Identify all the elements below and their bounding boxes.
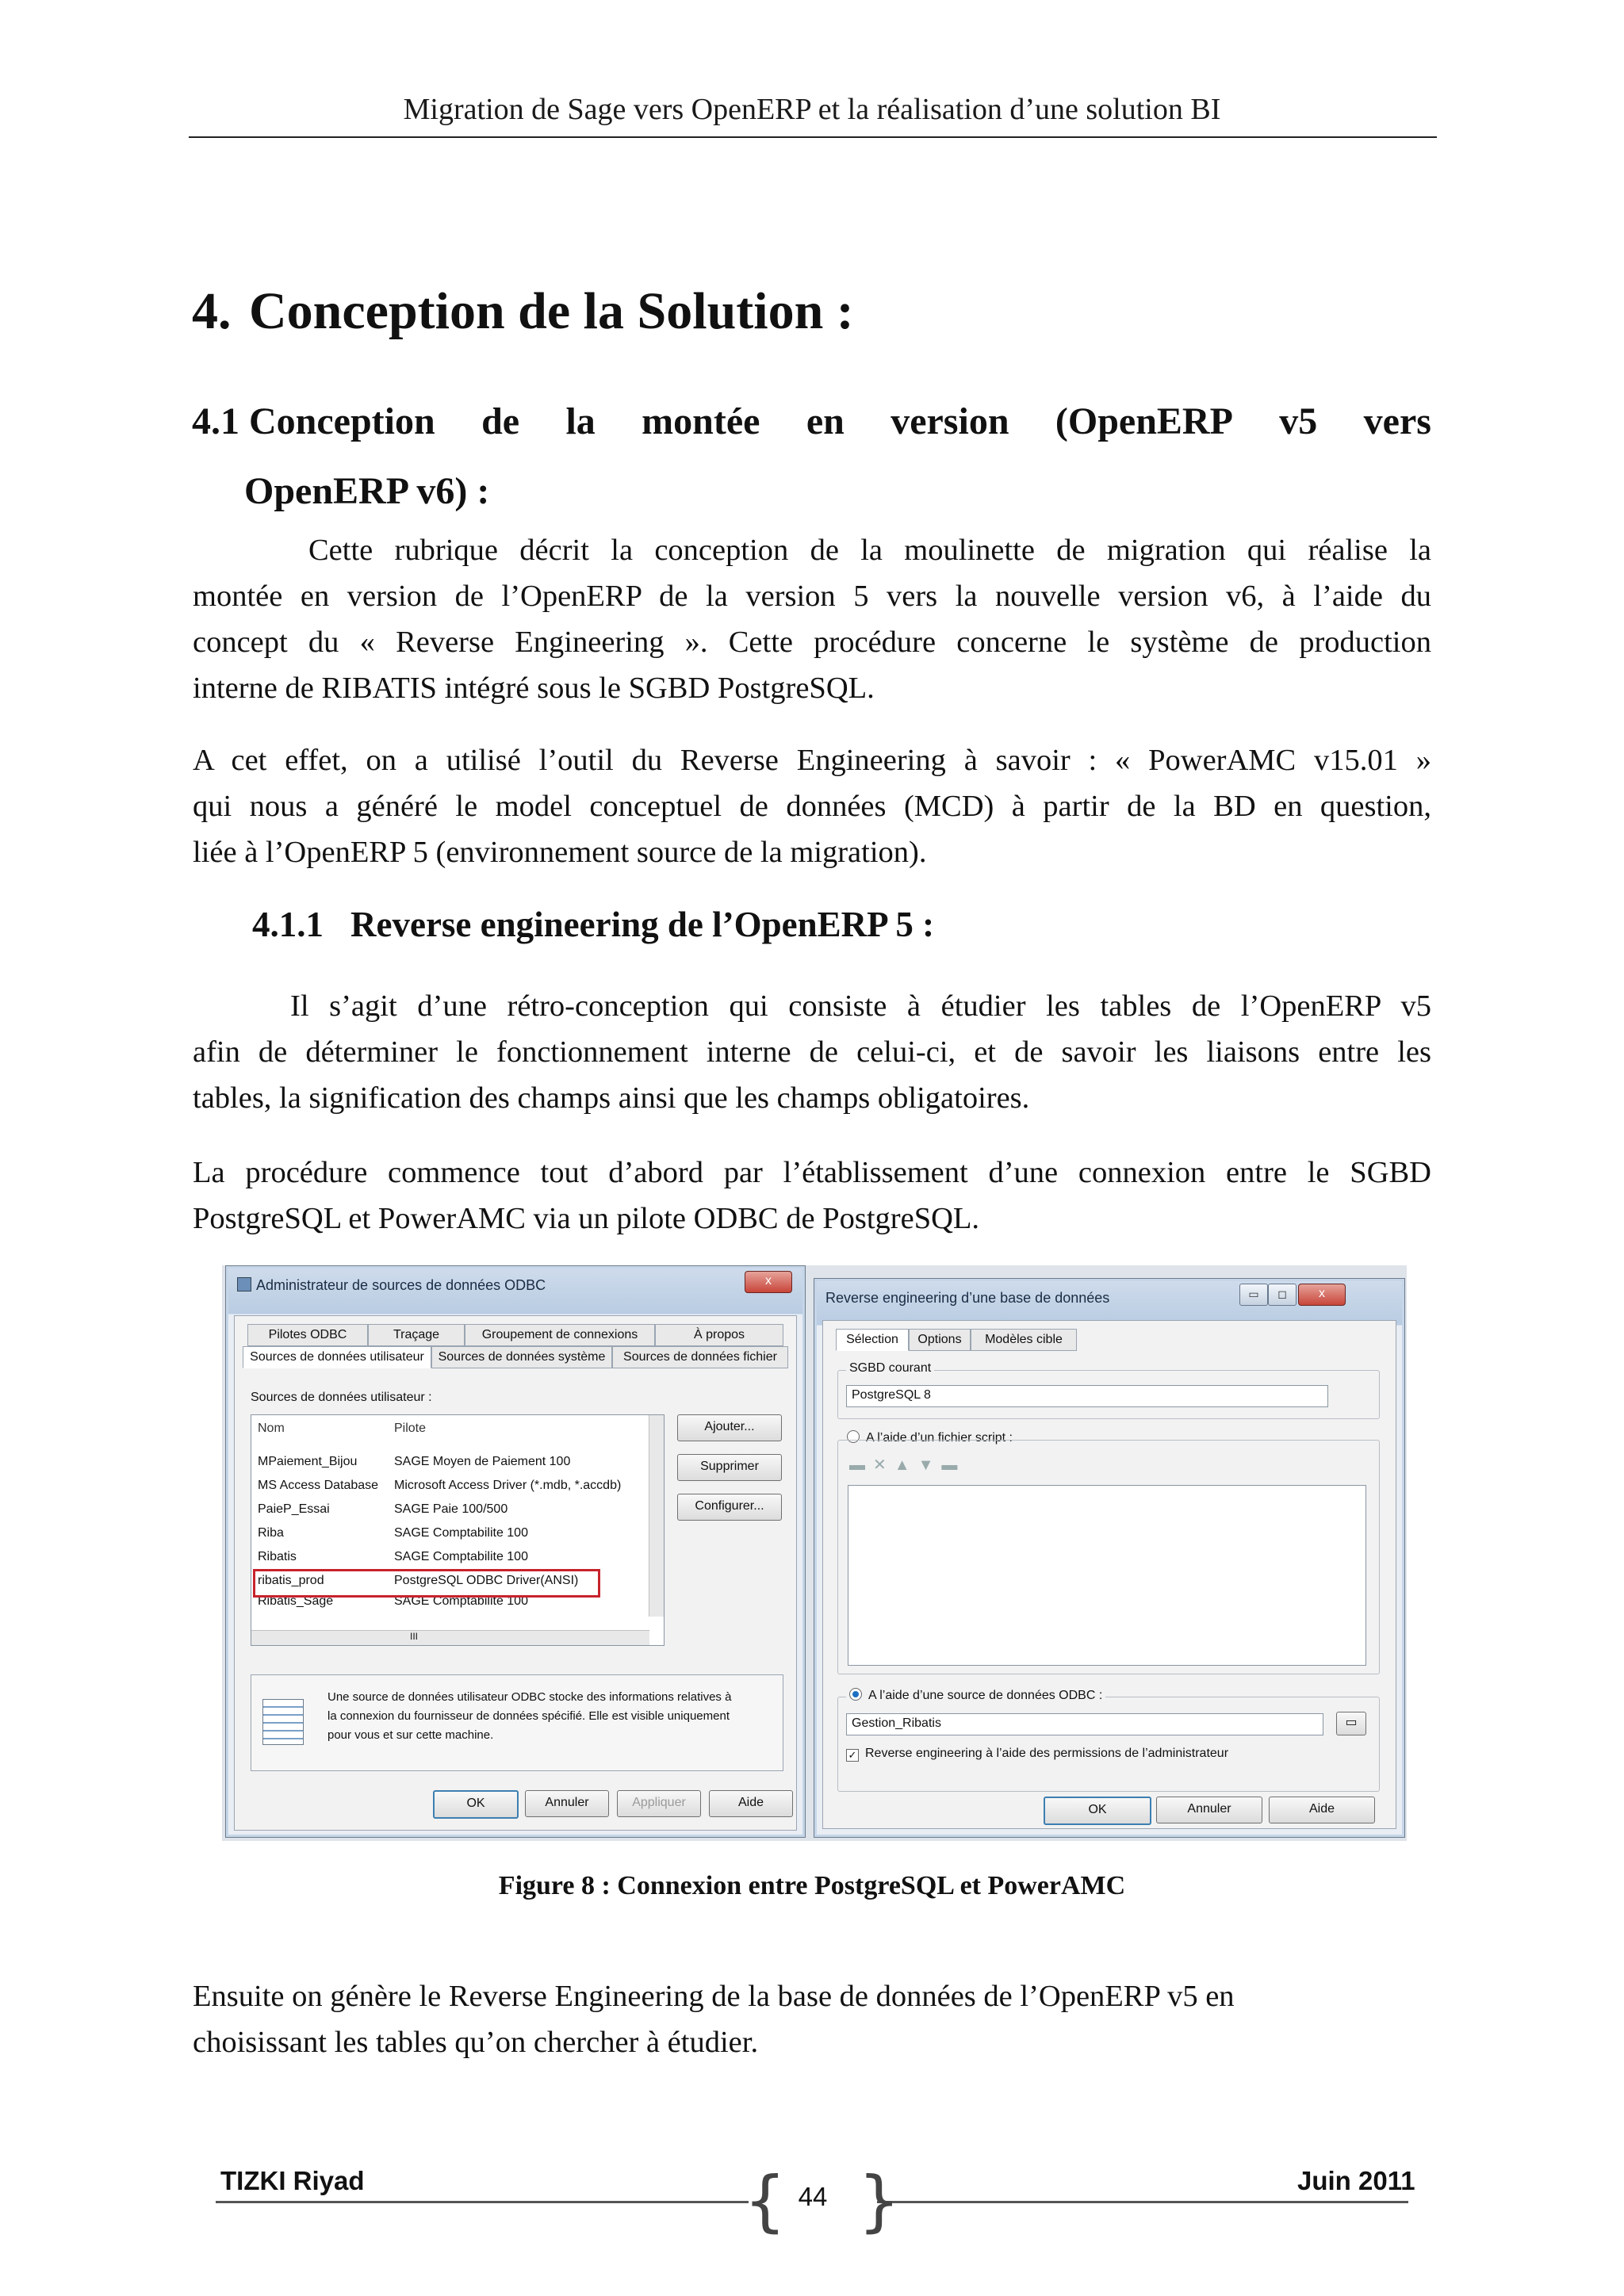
subsection-word: vers: [1363, 400, 1431, 442]
section-number: 4.: [192, 282, 232, 340]
tab-tracage[interactable]: Traçage: [368, 1324, 465, 1346]
subsection-heading: [192, 387, 1431, 526]
reverse-engineering-window: [814, 1278, 1405, 1838]
ok-button[interactable]: OK: [433, 1790, 519, 1819]
tab-selection[interactable]: Sélection: [836, 1329, 909, 1351]
tab-modeles-cible[interactable]: Modèles cible: [971, 1329, 1077, 1351]
subsubsection-heading: [252, 904, 934, 945]
footer-rule-right: [877, 2201, 1408, 2203]
admin-permission-checkbox[interactable]: ✓ Reverse engineering à l’aide des permissions de l’administrateur: [846, 1747, 1228, 1762]
paragraph-retro-conception: Il s’agit d’une rétro-conception qui consiste à étudier les tables de l’OpenERP v5 afin de déterminer le fonctionnement interne de celui-ci, et de savoir les liaisons entre les tables, la signification des champs ainsi que les champs obligatoires.: [193, 989, 1431, 1115]
script-radio[interactable]: A l’aide d’un fichier script :: [847, 1430, 1013, 1445]
supprimer-button[interactable]: Supprimer: [677, 1454, 782, 1481]
sgbd-group: [837, 1361, 1380, 1419]
info-icon: [262, 1699, 304, 1745]
reverse-window-title: Reverse engineering d’une base de données: [825, 1290, 1110, 1306]
footer-author: TIZKI Riyad: [220, 2166, 365, 2195]
aide-button[interactable]: Aide: [1269, 1797, 1375, 1823]
subsection-word: 4.1 Conception: [192, 400, 435, 442]
list-item[interactable]: MS Access Database Microsoft Access Driver (*.mdb, *.accdb): [258, 1479, 622, 1492]
close-icon[interactable]: x: [1298, 1284, 1346, 1306]
script-toolbar: [849, 1455, 965, 1475]
odbc-group: [837, 1689, 1380, 1792]
ajouter-button[interactable]: Ajouter...: [677, 1414, 782, 1441]
tab-a-propos[interactable]: À propos: [655, 1324, 783, 1346]
close-icon[interactable]: x: [745, 1271, 792, 1293]
subsection-word: montée: [642, 400, 760, 442]
paragraph-intro: Cette rubrique décrit la conception de la moulinette de migration qui réalise la montée en version de l’OpenERP de la version 5 vers la nouvelle version v6, à l’aide du concept du « Reverse Engineering ». Cette procédure concerne le système de production interne de RIBATIS intégré sous le SGBD PostgreSQL.: [193, 534, 1431, 705]
move-down-icon[interactable]: ▼: [917, 1456, 942, 1474]
datasource-list[interactable]: [251, 1414, 665, 1646]
odbc-radio[interactable]: A l’aide d’une source de données ODBC :: [846, 1688, 1105, 1703]
footer-rule-left: [216, 2201, 749, 2203]
tab-sources-systeme[interactable]: Sources de données système: [431, 1346, 612, 1368]
reverse-window-body: [822, 1320, 1396, 1829]
tab-sources-fichier[interactable]: Sources de données fichier: [612, 1346, 788, 1368]
script-group: [837, 1440, 1380, 1674]
footer-date: Juin 2011: [1297, 2166, 1415, 2195]
tab-sources-utilisateur[interactable]: Sources de données utilisateur: [243, 1346, 431, 1368]
page-number: 44: [798, 2182, 828, 2211]
tab-pilotes-odbc[interactable]: Pilotes ODBC: [247, 1324, 368, 1346]
list-item[interactable]: MPaiement_Bijou SAGE Moyen de Paiement 100: [258, 1455, 571, 1468]
subsection-word: en: [806, 400, 845, 442]
browse-icon[interactable]: ▭: [1336, 1712, 1366, 1735]
section-heading: [192, 281, 854, 342]
running-header: Migration de Sage vers OpenERP et la réalisation d’une solution BI: [403, 93, 1221, 126]
figure-caption: Figure 8 : Connexion entre PostgreSQL et PowerAMC: [498, 1871, 1126, 1900]
ok-button[interactable]: OK: [1044, 1797, 1151, 1825]
appliquer-button[interactable]: Appliquer: [617, 1790, 701, 1817]
list-item[interactable]: Ribatis SAGE Comptabilite 100: [258, 1550, 528, 1563]
annuler-button[interactable]: Annuler: [525, 1790, 609, 1817]
info-text: Une source de données utilisateur ODBC stocke des informations relatives à la connexion du fournisseur de données spécifié. Elle est visible uniquement pour vous et sur cette machine.: [327, 1690, 732, 1742]
horizontal-scrollbar[interactable]: III: [251, 1630, 649, 1645]
paragraph-ensuite: Ensuite on génère le Reverse Engineering de la base de données de l’OpenERP v5 en choisissant les tables qu’on chercher à étudier.: [193, 1980, 1235, 2059]
figure-screenshot: [222, 1265, 1407, 1841]
header-rule: [189, 136, 1437, 138]
odbc-window-body: [234, 1315, 797, 1831]
browse-icon[interactable]: ▬: [941, 1456, 966, 1474]
list-label: Sources de données utilisateur :: [251, 1391, 432, 1404]
subsection-word: la: [565, 400, 596, 442]
subsection-title-line1: [192, 387, 1431, 457]
list-header: Nom Pilote: [258, 1422, 427, 1435]
list-item[interactable]: PaieP_Essai SAGE Paie 100/500: [258, 1502, 508, 1516]
subsection-word: (OpenERP: [1055, 400, 1233, 442]
subsection-title-line2: OpenERP v6) :: [244, 470, 490, 512]
aide-button[interactable]: Aide: [709, 1790, 793, 1817]
paragraph-poweramc: A cet effet, on a utilisé l’outil du Reverse Engineering à savoir : « PowerAMC v15.01 » qui nous a généré le model conceptuel de données (MCD) à partir de la BD en question, liée à l’OpenERP 5 (environnement source de la migration).: [193, 744, 1431, 869]
subsection-word: de: [481, 400, 520, 442]
list-item[interactable]: Ribatis_Sage SAGE Comptabilite 100: [258, 1594, 528, 1608]
delete-icon[interactable]: ✕: [873, 1456, 894, 1474]
tab-options[interactable]: Options: [909, 1329, 971, 1351]
paragraph-procedure: La procédure commence tout d’abord par l’établissement d’une connexion entre le SGBD PostgreSQL et PowerAMC via un pilote ODBC de PostgreSQL.: [193, 1156, 1431, 1235]
info-box: [251, 1674, 783, 1771]
configurer-button[interactable]: Configurer...: [677, 1494, 782, 1521]
sgbd-group-title: SGBD courant: [846, 1361, 934, 1376]
tab-groupement-connexions[interactable]: Groupement de connexions: [465, 1324, 655, 1346]
section-title: Conception de la Solution :: [249, 282, 854, 340]
list-item-selected[interactable]: ribatis_prod PostgreSQL ODBC Driver(ANSI): [258, 1574, 579, 1587]
subsubsection-number: 4.1.1: [252, 905, 324, 944]
odbc-window-title: Administrateur de sources de données ODBC: [237, 1277, 546, 1294]
database-icon: [237, 1277, 251, 1292]
vertical-scrollbar[interactable]: [649, 1415, 664, 1617]
script-file-list[interactable]: [848, 1485, 1366, 1666]
sgbd-select[interactable]: PostgreSQL 8: [846, 1385, 1328, 1407]
maximize-icon[interactable]: ◻: [1268, 1284, 1297, 1306]
folder-icon[interactable]: ▬: [849, 1456, 873, 1474]
move-up-icon[interactable]: ▲: [894, 1456, 918, 1474]
subsection-word: v5: [1279, 400, 1318, 442]
left-brace-icon: {: [744, 2162, 787, 2240]
annuler-button[interactable]: Annuler: [1156, 1797, 1262, 1823]
minimize-icon[interactable]: ▭: [1239, 1284, 1268, 1306]
right-brace-icon: }: [858, 2162, 901, 2240]
odbc-admin-window: [225, 1265, 806, 1838]
highlight-box: [253, 1569, 600, 1598]
list-item[interactable]: Riba SAGE Comptabilite 100: [258, 1526, 528, 1540]
subsubsection-title: Reverse engineering de l’OpenERP 5 :: [350, 905, 935, 944]
subsection-word: version: [891, 400, 1009, 442]
odbc-source-field[interactable]: Gestion_Ribatis: [846, 1713, 1323, 1735]
